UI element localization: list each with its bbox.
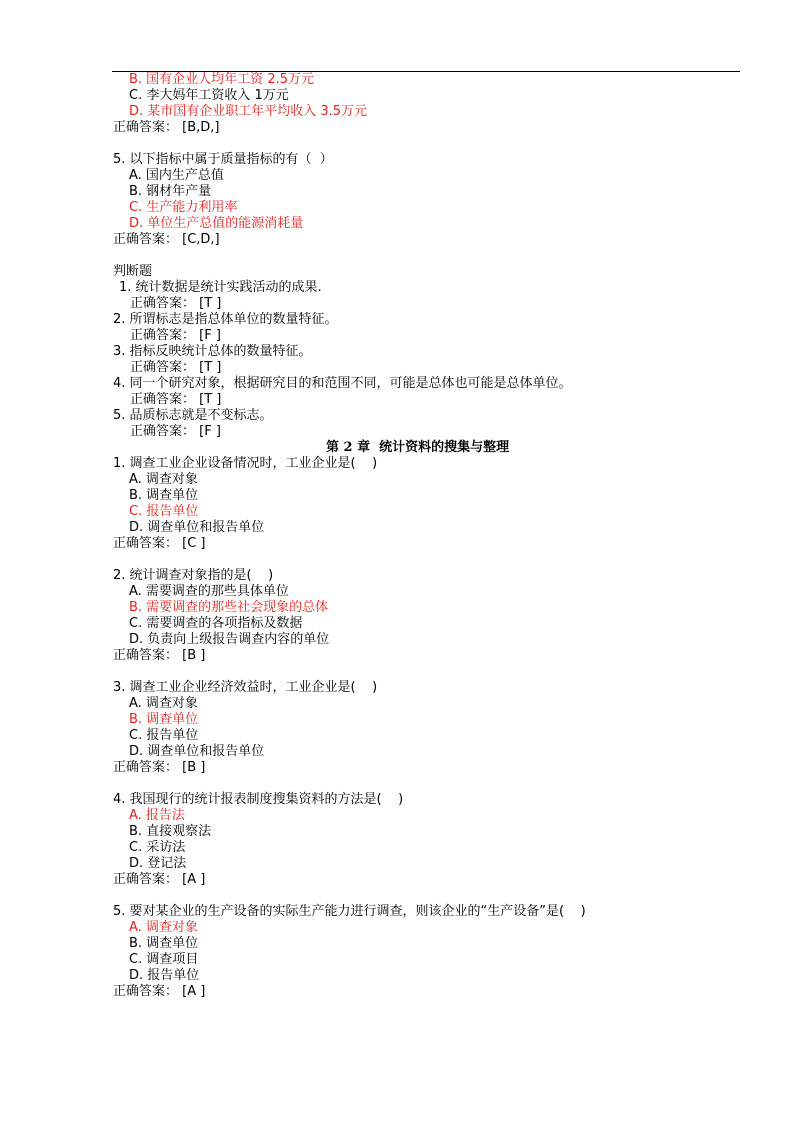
option: C. 采访法 [129, 840, 186, 855]
option: D. 调查单位和报告单位 [129, 744, 265, 759]
judge-question: 1. 统计数据是统计实践活动的成果. [119, 280, 322, 295]
option: C. 报告单位 [129, 728, 199, 743]
chapter2-question-2 [113, 568, 743, 664]
option: B. 调查单位 [129, 712, 199, 727]
question-stem: 5. 要对某企业的生产设备的实际生产能力进行调查，则该企业的“生产设备”是( ) [113, 904, 586, 919]
answer-line: 正确答案： [C,D,] [113, 232, 220, 247]
judge-question: 2. 所谓标志是指总体单位的数量特征。 [113, 312, 338, 327]
answer-line: 正确答案： [F ] [130, 328, 221, 343]
option: B. 直接观察法 [129, 824, 212, 839]
option: C. 报告单位 [129, 504, 199, 519]
option: D. 调查单位和报告单位 [129, 520, 265, 535]
option: A. 国内生产总值 [129, 168, 224, 183]
option: A. 调查对象 [129, 472, 198, 487]
option: A. 报告法 [129, 808, 185, 823]
answer-line: 正确答案： [T ] [130, 392, 222, 407]
question-stem: 5. 以下指标中属于质量指标的有（ ） [113, 152, 333, 167]
question-5-quality-indicators [113, 152, 743, 248]
option: D. 登记法 [129, 856, 187, 871]
judge-question: 3. 指标反映统计总体的数量特征。 [113, 344, 312, 359]
answer-line: 正确答案： [T ] [130, 296, 222, 311]
chapter2-question-5 [113, 904, 743, 1000]
option: C. 调查项目 [129, 952, 199, 967]
option: B. 调查单位 [129, 936, 199, 951]
option: B. 钢材年产量 [129, 184, 212, 199]
option: B. 调查单位 [129, 488, 199, 503]
chapter2-question-1 [113, 456, 743, 552]
judge-question: 4. 同一个研究对象，根据研究目的和范围不同，可能是总体也可能是总体单位。 [113, 376, 572, 391]
answer-line: 正确答案： [A ] [113, 872, 206, 887]
option: A. 需要调查的那些具体单位 [129, 584, 289, 599]
option: A. 调查对象 [129, 920, 198, 935]
judge-section [113, 264, 743, 440]
chapter2-question-4 [113, 792, 743, 888]
answer-line: 正确答案： [B ] [113, 648, 206, 663]
chapter-title: 第 2 章 统计资料的搜集与整理 [326, 440, 510, 455]
answer-line: 正确答案： [A ] [113, 984, 206, 999]
option: D. 报告单位 [129, 968, 200, 983]
option: D. 某市国有企业职工年平均收入 3.5万元 [129, 104, 368, 119]
section-title: 判断题 [113, 264, 153, 279]
answer-line: 正确答案： [F ] [130, 424, 221, 439]
question-stem: 3. 调查工业企业经济效益时，工业企业是( ) [113, 680, 378, 695]
judge-question: 5. 品质标志就是不变标志。 [113, 408, 273, 423]
chapter2-question-3 [113, 680, 743, 776]
question-stem: 1. 调查工业企业设备情况时，工业企业是( ) [113, 456, 378, 471]
question-stem: 2. 统计调查对象指的是( ) [113, 568, 274, 583]
page-content [113, 72, 743, 1000]
option: A. 调查对象 [129, 696, 198, 711]
answer-line: 正确答案： [B ] [113, 760, 206, 775]
option: B. 国有企业人均年工资 2.5万元 [129, 72, 314, 87]
option: D. 单位生产总值的能源消耗量 [129, 216, 304, 231]
option: D. 负责向上级报告调查内容的单位 [129, 632, 330, 647]
answer-line: 正确答案： [C ] [113, 536, 206, 551]
option: C. 李大妈年工资收入 1万元 [129, 88, 289, 103]
option: B. 需要调查的那些社会现象的总体 [129, 600, 329, 615]
option: C. 需要调查的各项指标及数据 [129, 616, 303, 631]
question-continued [113, 72, 743, 136]
answer-line: 正确答案： [T ] [130, 360, 222, 375]
answer-line: 正确答案： [B,D,] [113, 120, 220, 135]
option: C. 生产能力利用率 [129, 200, 238, 215]
question-stem: 4. 我国现行的统计报表制度搜集资料的方法是( ) [113, 792, 404, 807]
